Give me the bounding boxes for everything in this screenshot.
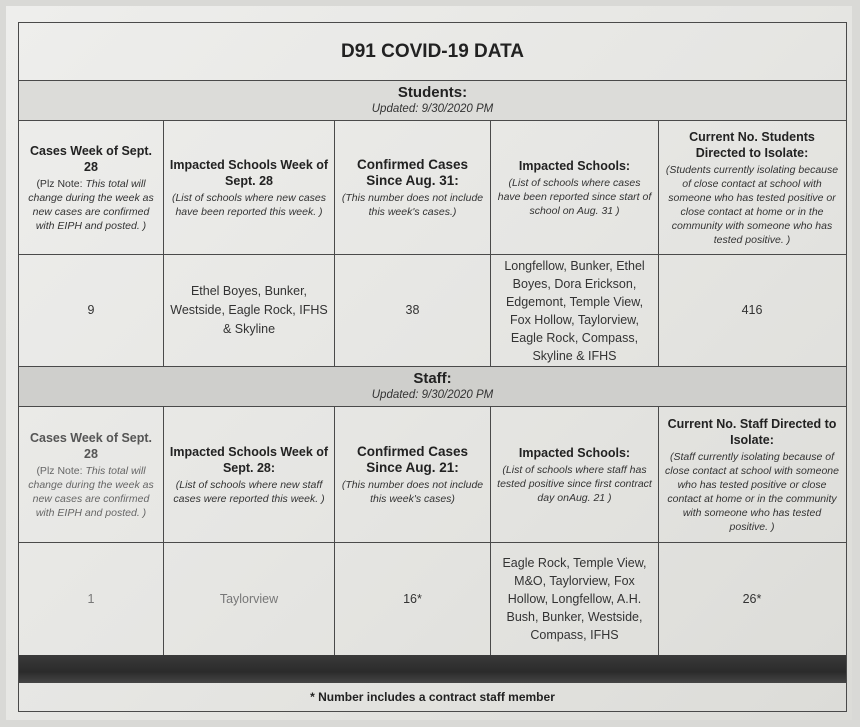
staff-value-row: [19, 543, 846, 655]
footnote: * Number includes a contract staff member: [310, 690, 555, 704]
students-header-isolate: Current No. Students Directed to Isolate: (Students currently isolating because of close contact at school with someone who has tested positive or close contact at home or in the community with someone who has tested positive. ): [665, 129, 839, 246]
students-header-confirmed-since: Confirmed Cases Since Aug. 31: (This number does not include this week's cases.): [335, 121, 491, 254]
staff-updated: Updated: 9/30/2020 PM: [371, 389, 494, 401]
students-impacted-schools-value: Longfellow, Bunker, Ethel Boyes, Dora Erickson, Edgemont, Temple View, Fox Hollow, Taylorview, Eagle Rock, Compass, Skyline & IFHS: [504, 258, 645, 363]
staff-impacted-week-value: Taylorview: [219, 591, 279, 606]
paper-sheet: [6, 6, 852, 720]
staff-header-impacted-week: Impacted Schools Week of Sept. 28: (List of schools where new staff cases were reported this week. ): [164, 407, 335, 542]
staff-section-header: [19, 367, 846, 407]
students-impacted-week-value: Ethel Boyes, Bunker, Westside, Eagle Rock, IFHS & Skyline: [170, 284, 328, 336]
staff-header-cases-week: Cases Week of Sept. 28 (Plz Note: This total will change during the week as new cases are confirmed with EIPH and posted. ): [19, 407, 164, 542]
staff-header-isolate: Current No. Staff Directed to Isolate: (Staff currently isolating because of close contact at school with someone who has tested positive or close contact at home or in the community with someone who has tested positive. ): [665, 416, 839, 533]
staff-cases-week-value: 1: [87, 591, 95, 606]
staff-header-confirmed-since: Confirmed Cases Since Aug. 21: (This number does not include this week's cases): [335, 407, 491, 542]
students-confirmed-since-value: 38: [405, 303, 420, 317]
students-cases-week-value: 9: [87, 303, 95, 317]
students-header-impacted-schools: Impacted Schools: (List of schools where cases have been reported since start of school on Aug. 31 ): [491, 121, 659, 254]
staff-confirmed-since-value: 16*: [403, 591, 422, 606]
students-section-header: [19, 81, 846, 121]
staff-header-row: [19, 407, 846, 543]
covid-data-table: [18, 22, 847, 712]
students-header-row: [19, 121, 846, 255]
students-header-cases-week: Cases Week of Sept. 28 (Plz Note: This total will change during the week as new cases are confirmed with EIPH and posted. ): [19, 121, 164, 254]
dark-footer-band: [19, 655, 846, 683]
staff-heading: Staff:: [413, 370, 452, 387]
staff-header-impacted-schools: Impacted Schools: (List of schools where staff has tested positive since first contract day onAug. 21 ): [491, 407, 659, 542]
students-header-impacted-week: Impacted Schools Week of Sept. 28 (List of schools where new cases have been reported this week. ): [164, 121, 335, 254]
staff-impacted-schools-value: Eagle Rock, Temple View, M&O, Taylorview, Fox Hollow, Longfellow, A.H. Bush, Bunker, Westside, Compass, IFHS: [502, 556, 647, 642]
staff-isolate-value: 26*: [742, 591, 762, 606]
students-heading: Students:: [397, 84, 468, 101]
students-updated: Updated: 9/30/2020 PM: [371, 103, 494, 115]
page-title: D91 COVID-19 DATA: [19, 23, 846, 81]
students-value-row: [19, 255, 846, 367]
students-isolate-value: 416: [741, 303, 763, 317]
